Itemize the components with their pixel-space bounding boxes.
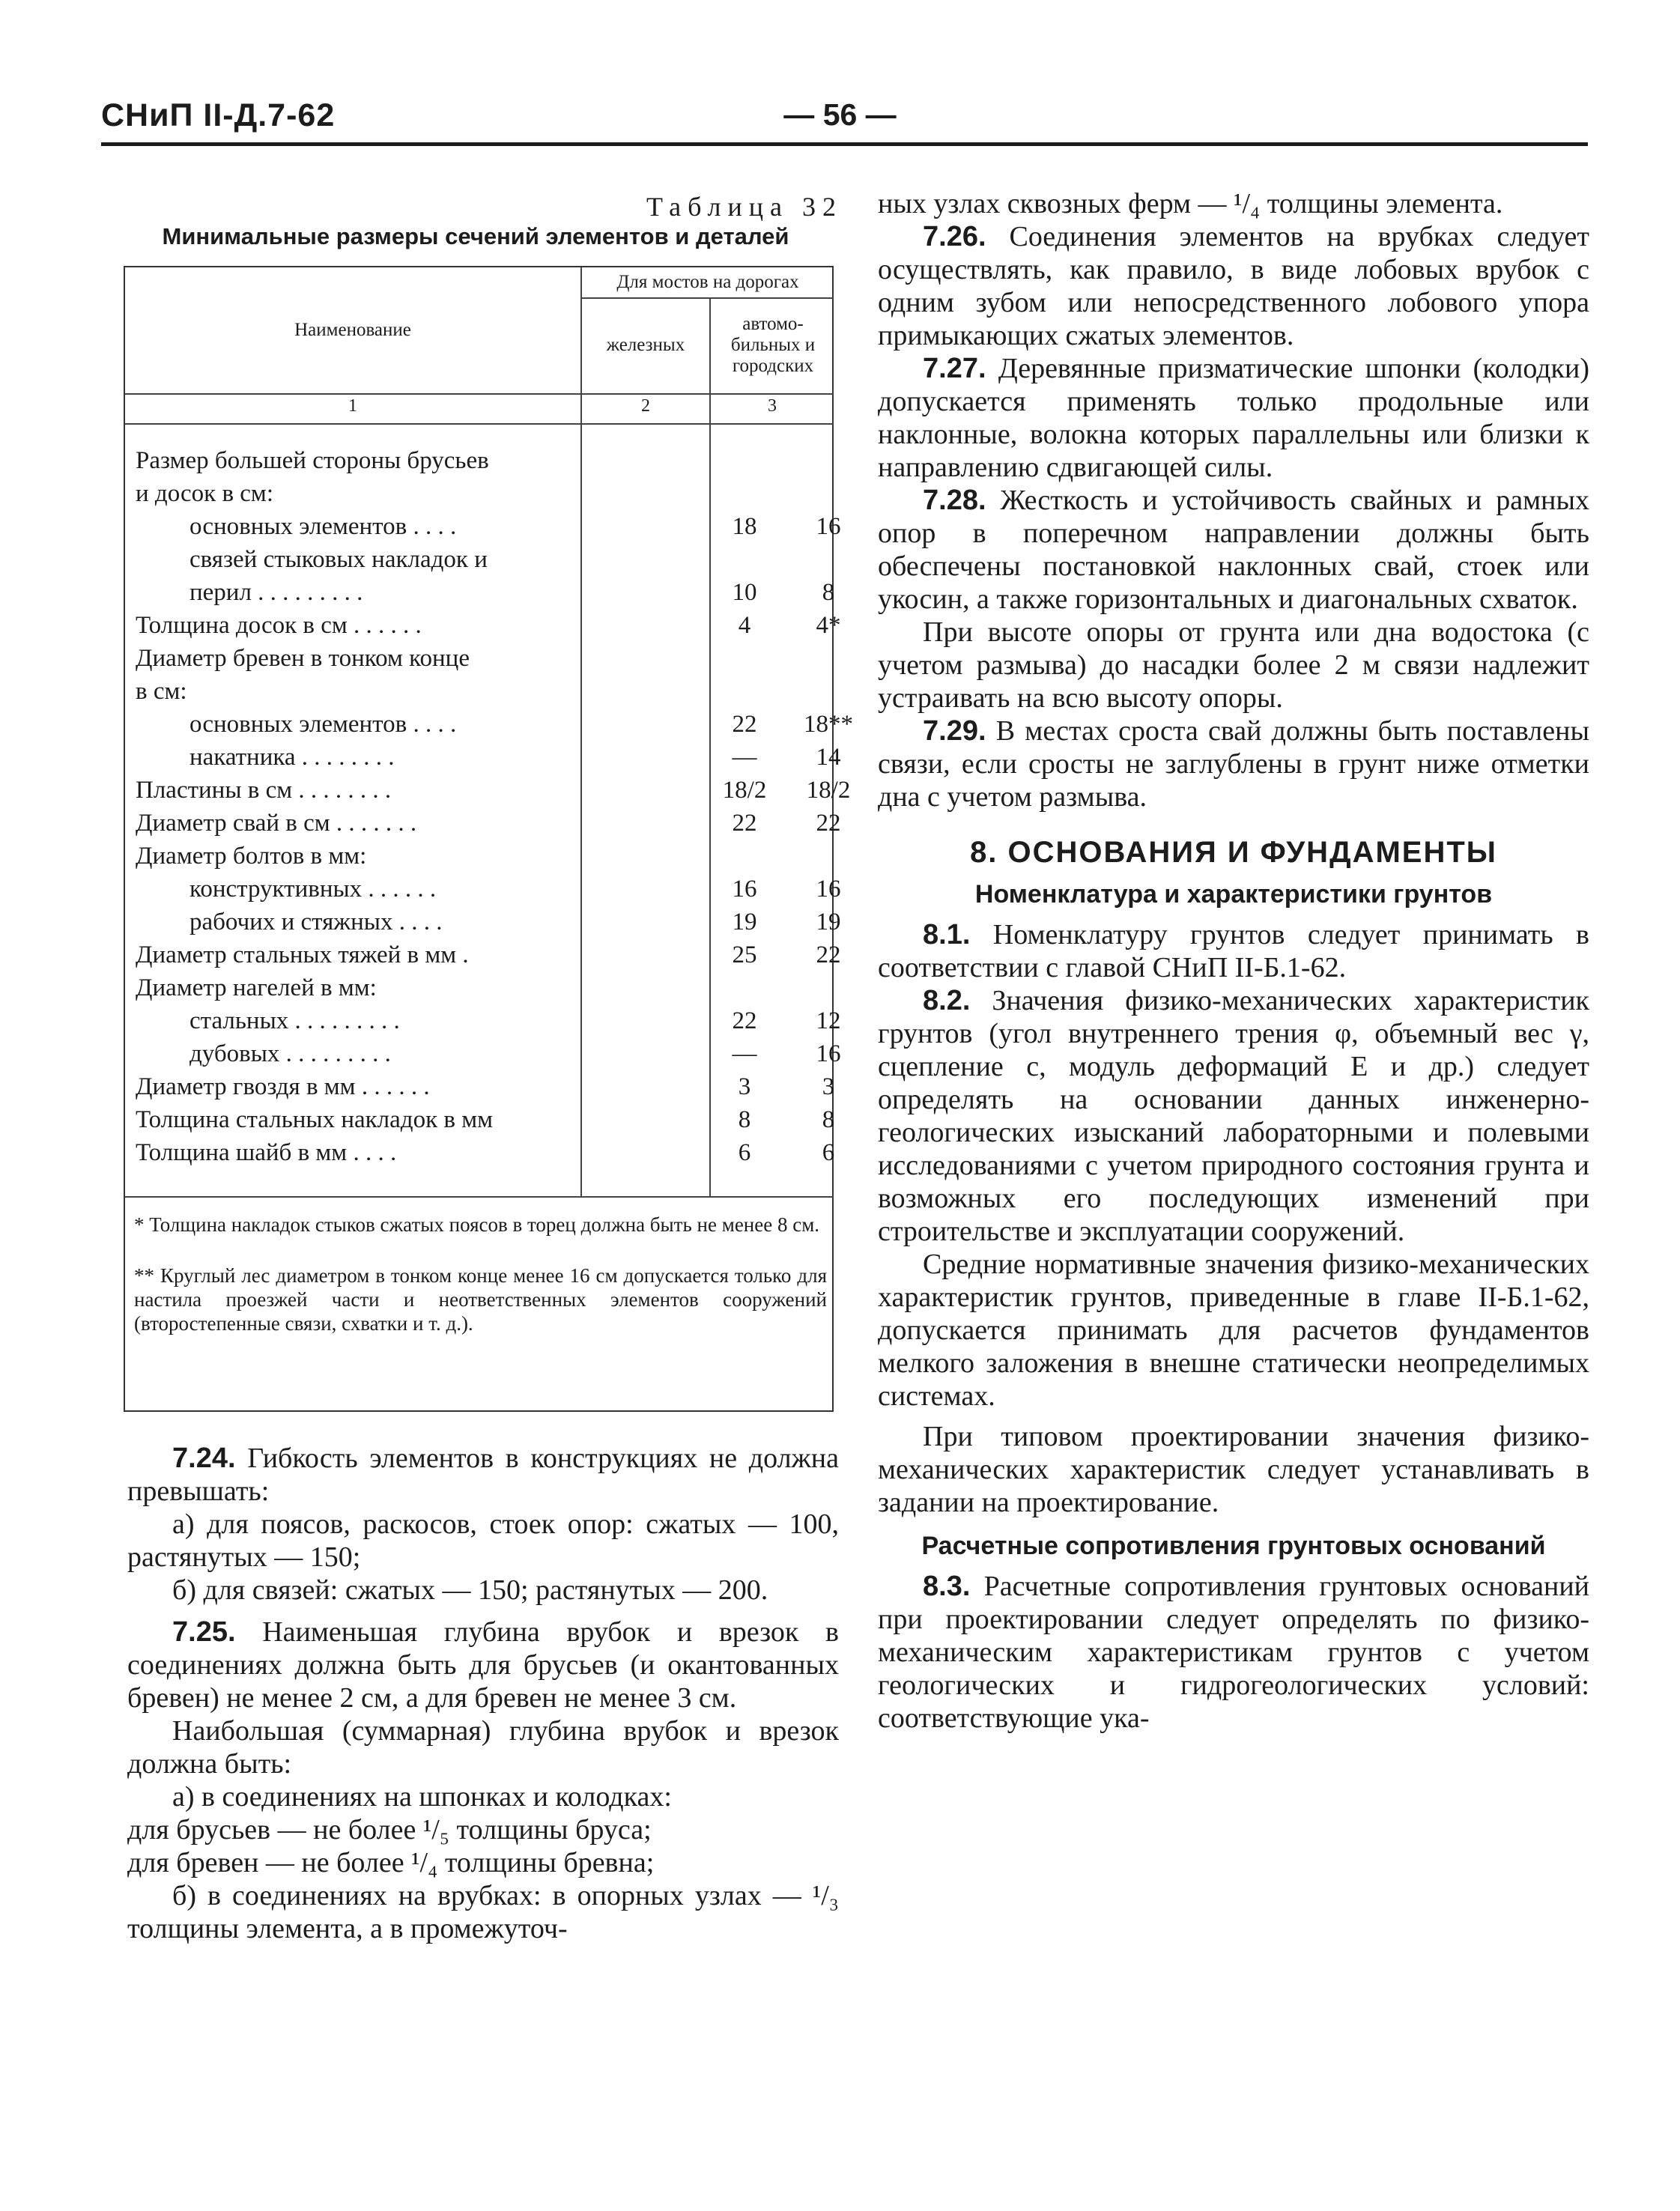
clause-number: 7.26. xyxy=(923,221,986,252)
header-rule xyxy=(101,142,1588,146)
row-name: стальных . . . . . . . . . xyxy=(189,1007,400,1034)
clause-text: Наименьшая глубина врубок и врезок в соединениях должна быть для брусьев (и окантованных бревен) не менее 2 см, а для бревен не менее 3 см. xyxy=(127,1616,839,1714)
row-divider xyxy=(580,297,834,299)
cell-rail: 22 xyxy=(732,810,757,837)
row-name: Толщина шайб в мм . . . . xyxy=(136,1139,397,1166)
paragraph: для бревен — не более ¹/₄ толщины бревна; xyxy=(127,1847,655,1878)
subsection-heading: Номенклатура и характеристики грунтов xyxy=(974,880,1493,909)
table-row xyxy=(136,447,828,479)
paragraph: а) в соединениях на шпонках и колодках: xyxy=(172,1781,672,1813)
paragraph-7-27 xyxy=(878,352,1589,484)
paragraph: для брусьев — не более ¹/₅ толщины бруса; xyxy=(127,1814,652,1845)
table-row xyxy=(136,744,841,776)
row-name: Диаметр болтов в мм: xyxy=(136,843,367,870)
cell-rail: 3 xyxy=(738,1073,751,1100)
table-row xyxy=(136,974,828,1007)
table-row xyxy=(136,711,853,743)
cell-road: 14 xyxy=(816,744,841,771)
table-row xyxy=(136,810,841,842)
table-row xyxy=(136,546,828,578)
cell-road: 16 xyxy=(816,513,841,540)
paragraph: б) для связей: сжатых — 150; растянутых — 200. xyxy=(172,1574,768,1606)
paragraph: ных узлах сквозных ферм — ¹/₄ толщины элемента. xyxy=(878,188,1503,219)
clause-number: 7.28. xyxy=(923,485,986,516)
cell-road: 18** xyxy=(804,711,853,738)
cell-rail: 22 xyxy=(732,1007,757,1034)
cell-road: 4* xyxy=(816,612,841,639)
clause-text: Жесткость и устойчивость свайных и рамных опор в поперечном направлении должны быть обеспечены постановкой наклонных свай, стоек или укосин, а также горизонтальных и диагональных схваток. xyxy=(878,485,1590,615)
table-row xyxy=(136,941,841,974)
clause-number: 8.1. xyxy=(923,919,971,950)
clause-number: 7.25. xyxy=(172,1616,236,1648)
table-row xyxy=(136,1139,835,1171)
row-name: Диаметр стальных тяжей в мм . xyxy=(136,941,469,968)
paragraph: Наибольшая (суммарная) глубина врубок и врезок должна быть: xyxy=(127,1715,839,1780)
row-name: Диаметр гвоздя в мм . . . . . . xyxy=(136,1073,430,1100)
cell-road: 8 xyxy=(822,1106,835,1133)
table-row xyxy=(136,843,828,875)
cell-rail: 4 xyxy=(738,612,751,639)
table-row xyxy=(136,1073,835,1106)
table-caption: Таблица 32 xyxy=(646,192,843,222)
clause-number: 7.24. xyxy=(172,1443,236,1474)
clause-number: 7.27. xyxy=(923,353,986,384)
cell-road: 19 xyxy=(816,909,841,935)
document-code: СНиП II-Д.7-62 xyxy=(101,97,336,133)
paragraph-8-2 xyxy=(878,984,1589,1248)
table-row xyxy=(136,513,841,545)
right-column-text xyxy=(878,187,1589,1735)
clause-text: Значения физико-механических характеристик грунтов (угол внутреннего трения φ, объемный вес γ, сцепление c, модуль деформаций E и др.) следует определять на основании данных инженерно-геологических изысканий лабораторными и полевыми исследованиями с учетом природного состояния грунта и возможных его последующих изменений при строительстве и эксплуатации сооружений. xyxy=(878,985,1589,1247)
cell-rail: 19 xyxy=(732,909,757,935)
header-name: Наименование xyxy=(294,320,411,340)
table-row xyxy=(136,678,828,710)
row-divider xyxy=(125,423,834,425)
row-divider xyxy=(125,393,834,395)
cell-road: 6 xyxy=(822,1139,835,1166)
table-row xyxy=(136,1106,835,1138)
header-group: Для мостов на дорогах xyxy=(616,272,799,292)
table-row xyxy=(136,579,835,611)
clause-text: Номенклатуру грунтов следует принимать в соответствии с главой СНиП II-Б.1-62. xyxy=(878,919,1589,983)
paragraph-7-25 xyxy=(127,1616,839,1714)
clause-text: Соединения элементов на врубках следует осуществлять, как правило, в виде лобовых врубок с одним зубом или непосредственного лобового упора примыкающих сжатых элементов. xyxy=(878,221,1590,351)
page-number: — 56 — xyxy=(783,97,897,132)
clause-number: 8.2. xyxy=(923,985,971,1016)
paragraph: а) для поясов, раскосов, стоек опор: сжатых — 100, растянутых — 150; xyxy=(127,1508,839,1573)
row-name: Диаметр бревен в тонком конце xyxy=(136,645,470,672)
header-rail: железных xyxy=(606,335,685,355)
row-name: Пластины в см . . . . . . . . xyxy=(136,777,392,804)
cell-road: 12 xyxy=(816,1007,841,1034)
table-row xyxy=(136,645,828,677)
table-row xyxy=(136,876,841,908)
table-row xyxy=(136,480,828,512)
cell-road: 3 xyxy=(822,1073,835,1100)
subsection-heading: Расчетные сопротивления грунтовых оснований xyxy=(921,1532,1546,1560)
cell-rail: 10 xyxy=(732,579,757,606)
cell-road: 22 xyxy=(816,810,841,837)
header-road: автомо-бильных и городских xyxy=(730,314,816,376)
paragraph: б) в соединениях на врубках: в опорных узлах — ¹/₃ толщины элемента, а в промежуточ- xyxy=(127,1880,839,1944)
paragraph-7-26 xyxy=(878,220,1589,352)
cell-road: 18/2 xyxy=(806,777,851,804)
row-name: Диаметр нагелей в мм: xyxy=(136,974,377,1001)
cell-road: 22 xyxy=(816,941,841,968)
clause-text: Гибкость элементов в конструкциях не должна превышать: xyxy=(127,1443,839,1507)
row-name: в см: xyxy=(136,678,187,705)
paragraph-8-3 xyxy=(878,1570,1589,1735)
cell-rail: — xyxy=(732,744,757,771)
row-name: дубовых . . . . . . . . . xyxy=(189,1040,391,1067)
footnote-2: ** Круглый лес диаметром в тонком конце менее 16 см допускается только для настила проезжей части и неответственных элементов сооружений (второстепенные связи, схватки и т. д.). xyxy=(134,1264,827,1335)
table-title: Минимальные размеры сечений элементов и деталей xyxy=(162,223,789,249)
table-row xyxy=(136,1040,841,1073)
row-divider xyxy=(125,1196,834,1198)
data-table xyxy=(124,266,853,1412)
paragraph-7-29 xyxy=(878,715,1589,813)
paragraph-7-28 xyxy=(878,484,1589,616)
cell-road: 16 xyxy=(816,1040,841,1067)
cell-rail: 18 xyxy=(732,513,757,540)
row-name: конструктивных . . . . . . xyxy=(189,876,437,903)
clause-text: В местах сроста свай должны быть поставлены связи, если сросты не заглублены в грунт ниже отметки дна с учетом размыва. xyxy=(878,715,1590,813)
row-name: рабочих и стяжных . . . . xyxy=(189,909,443,935)
cell-rail: 25 xyxy=(732,941,757,968)
col-number: 3 xyxy=(768,396,777,416)
section-heading: 8. ОСНОВАНИЯ И ФУНДАМЕНТЫ xyxy=(970,836,1497,869)
clause-number: 8.3. xyxy=(923,1571,971,1602)
cell-rail: 8 xyxy=(738,1106,751,1133)
row-name: связей стыковых накладок и xyxy=(189,546,488,573)
row-name: Диаметр свай в см . . . . . . . xyxy=(136,810,417,837)
row-name: Толщина стальных накладок в мм xyxy=(136,1106,493,1133)
cell-rail: 6 xyxy=(738,1139,751,1166)
col-number: 2 xyxy=(641,396,650,416)
table-row xyxy=(136,1007,841,1040)
paragraph-7-24 xyxy=(127,1442,839,1508)
cell-road: 8 xyxy=(822,579,835,606)
cell-rail: — xyxy=(732,1040,757,1067)
cell-rail: 22 xyxy=(732,711,757,738)
cell-rail: 16 xyxy=(732,876,757,903)
paragraph: При типовом проектировании значения физико-механических характеристик следует устанавливать в задании на проектирование. xyxy=(878,1421,1589,1518)
row-name: основных элементов . . . . xyxy=(189,711,457,738)
col-number: 1 xyxy=(348,396,357,416)
table-row xyxy=(136,612,841,644)
row-name: Толщина досок в см . . . . . . xyxy=(136,612,422,639)
cell-road: 16 xyxy=(816,876,841,903)
footnote-1: * Толщина накладок стыков сжатых поясов в торец должна быть не менее 8 см. xyxy=(134,1213,820,1236)
cell-rail: 18/2 xyxy=(722,777,767,804)
table-row xyxy=(136,777,851,809)
left-column-text xyxy=(127,1442,839,1945)
row-name: накатника . . . . . . . . xyxy=(189,744,395,771)
row-name: и досок в см: xyxy=(136,480,273,507)
row-name: перил . . . . . . . . . xyxy=(189,579,363,606)
paragraph: При высоте опоры от грунта или дна водостока (с учетом размыва) до насадки более 2 м связи надлежит устраивать на всю высоту опоры. xyxy=(878,616,1589,714)
table-row xyxy=(136,909,841,941)
clause-text: Расчетные сопротивления грунтовых оснований при проектировании следует определять по физико-механическим характеристикам грунтов с учетом геологических и гидрогеологических условий: соответствующие ука- xyxy=(878,1571,1590,1734)
row-name: основных элементов . . . . xyxy=(189,513,457,540)
paragraph-8-1 xyxy=(878,918,1589,984)
clause-number: 7.29. xyxy=(923,715,986,747)
row-name: Размер большей стороны брусьев xyxy=(136,447,489,474)
paragraph: Средние нормативные значения физико-механических характеристик грунтов, приведенные в главе II-Б.1-62, допускается принимать для расчетов фундаментов мелкого заложения в внешне статически неопределимых системах. xyxy=(878,1249,1589,1412)
clause-text: Деревянные призматические шпонки (колодки) допускается применять только продольные или наклонные, волокна которых параллельны или близки к направлению сдвигающей силы. xyxy=(878,353,1590,483)
